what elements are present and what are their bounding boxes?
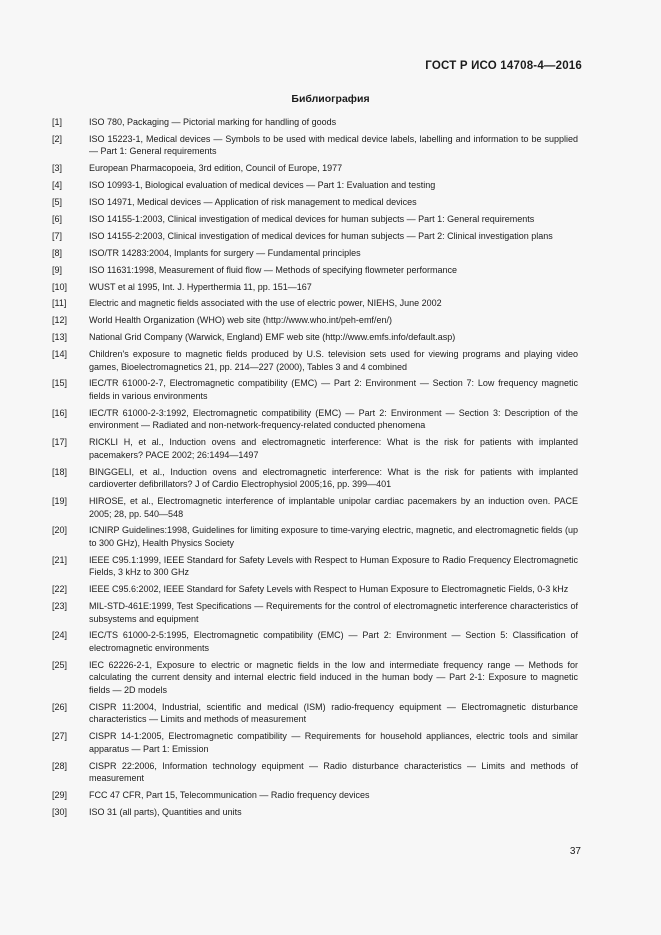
reference-number: [1] [52,117,63,127]
reference-number: [22] [52,584,68,595]
reference-number: [10] [52,281,68,292]
reference-entry [52,281,578,294]
reference-number: [16] [52,407,68,418]
reference-entry [52,162,578,175]
reference-entry [52,179,578,192]
reference-entry [52,348,578,373]
reference-text: CISPR 11:2004, Industrial, scientific and medical (ISM) radio-frequency equipment — Electromagnetic disturbance characteristics — Limits and methods of measurement [89,701,578,725]
reference-entry [52,760,578,785]
reference-text: MIL-STD-461E:1999, Test Specifications — Requirements for the control of electromagnetic interference characteristics of subsystems and equipment [89,601,578,624]
reference-text: European Pharmacopoeia, 3rd edition, Council of Europe, 1977 [89,163,343,174]
reference-text: ISO 14155-2:2003, Clinical investigation of medical devices for human subjects — Part 2: Clinical investigation plans [89,230,553,241]
reference-text: ISO 10993-1, Biological evaluation of medical devices — Part 1: Evaluation and testing [89,180,436,191]
bibliography-title: Библиография [291,93,370,105]
reference-entry [52,436,578,461]
reference-entry [52,806,578,819]
reference-entry [52,297,578,310]
reference-text: Children's exposure to magnetic fields produced by U.S. television sets used for viewing programs and playing video games, Bioelectromagnetics 21, pp. 214—227 (2000), Tables 3 and 4 combined [89,349,578,372]
reference-text: IEEE C95.6:2002, IEEE Standard for Safety Levels with Respect to Human Exposure to Electromagnetic Fields, 0-3 kHz [89,584,569,595]
reference-entry [52,230,578,243]
reference-entry [52,213,578,226]
bibliography-list [52,116,578,823]
reference-number: [24] [52,630,68,641]
reference-number: [4] [52,180,63,191]
reference-text: ISO 11631:1998, Measurement of fluid flow — Methods of specifying flowmeter performance [89,264,458,275]
reference-entry [52,133,578,158]
reference-number: [8] [52,247,63,258]
reference-number: [11] [52,298,67,309]
reference-number: [28] [52,760,68,771]
reference-text: IEC/TR 61000-2-3:1992, Electromagnetic compatibility (EMC) — Part 2: Environment — Section 3: Description of the environment — Radiated and non-network-frequency-related conducted phenomena [89,407,578,431]
reference-text: ISO/TR 14283:2004, Implants for surgery — Fundamental principles [89,247,361,258]
reference-entry [52,196,578,209]
page-number: 37 [569,846,581,857]
reference-number: [3] [52,163,63,174]
reference-number: [20] [52,525,68,536]
reference-text: ISO 14155-1:2003, Clinical investigation of medical devices for human subjects — Part 1: General requirements [89,213,535,224]
reference-text: WUST et al 1995, Int. J. Hyperthermia 11, pp. 151—167 [89,281,312,292]
reference-number: [25] [52,659,68,670]
reference-number: [2] [52,133,63,144]
reference-text: ISO 14971, Medical devices — Application of risk management to medical devices [89,197,417,208]
reference-text: World Health Organization (WHO) web site (http://www.who.int/peh-emf/en/) [89,315,392,326]
reference-entry [52,789,578,802]
reference-text: IEC/TS 61000-2-5:1995, Electromagnetic compatibility (EMC) — Part 2: Environment — Section 5: Classification of electromagnetic environments [89,630,578,653]
reference-entry [52,524,578,549]
reference-entry [52,730,578,755]
reference-text: BINGGELI, et al., Induction ovens and electromagnetic interference: What is the risk for patients with implanted cardioverter defibrillators? J of Cardio Electrophysiol 2005;16, pp. 399—401 [89,466,578,490]
reference-entry [52,600,578,625]
reference-number: [29] [52,789,68,800]
reference-text: IEC 62226-2-1, Exposure to electric or magnetic fields in the low and intermediate frequency range — Methods for calculating the current density and internal electric field induced in the human body — Part 2-1: Exposure to magnetic fields — 2D models [89,659,578,695]
reference-entry [52,554,578,579]
reference-text: FCC 47 CFR, Part 15, Telecommunication — Radio frequency devices [89,789,370,800]
reference-text: ISO 15223-1, Medical devices — Symbols to be used with medical device labels, labelling and information to be supplied — Part 1: General requirements [89,133,578,157]
reference-entry [52,583,578,596]
reference-text: ICNIRP Guidelines:1998, Guidelines for limiting exposure to time-varying electric, magnetic, and electromagnetic fields (up to 300 GHz), Health Physics Society [89,525,578,548]
reference-number: [12] [52,315,68,326]
reference-text: IEEE C95.1:1999, IEEE Standard for Safety Levels with Respect to Human Exposure to Radio Frequency Electromagnetic Fields, 3 kHz to 300 GHz [89,554,578,578]
reference-text: RICKLI H, et al., Induction ovens and electromagnetic interference: What is the risk for patients with implanted pacemakers? PACE 2002; 26:1494—1497 [89,437,578,460]
reference-number: [23] [52,601,68,612]
reference-text: CISPR 22:2006, Information technology equipment — Radio disturbance characteristics — Limits and methods of measurement [89,760,578,784]
reference-entry [52,377,578,402]
reference-entry [52,264,578,277]
reference-number: [30] [52,806,68,817]
reference-text: IEC/TR 61000-2-7, Electromagnetic compatibility (EMC) — Part 2: Environment — Section 7: Low frequency magnetic fields in various environments [89,378,578,401]
standard-designation: ГОСТ Р ИСО 14708-4—2016 [425,60,582,72]
reference-number: [14] [52,349,68,360]
reference-text: ISO 31 (all parts), Quantities and units [89,806,242,817]
reference-text: ISO 780, Packaging — Pictorial marking for handling of goods [89,117,337,127]
reference-text: HIROSE, et al., Electromagnetic interference of implantable unipolar cardiac pacemakers by an induction oven. PACE 2005; 28, pp. 540—548 [89,496,578,519]
reference-number: [13] [52,332,68,343]
reference-number: [21] [52,554,68,565]
reference-entry [52,495,578,520]
reference-entry [52,407,578,432]
reference-entry [52,331,578,344]
reference-entry [52,247,578,260]
reference-number: [9] [52,264,63,275]
reference-entry [52,116,578,129]
reference-number: [7] [52,230,63,241]
reference-entry [52,701,578,726]
reference-text: National Grid Company (Warwick, England) EMF web site (http://www.emfs.info/default.asp) [89,332,456,343]
reference-number: [19] [52,496,68,507]
reference-number: [18] [52,466,68,477]
reference-number: [15] [52,378,68,389]
reference-number: [27] [52,731,68,742]
reference-entry [52,466,578,491]
reference-number: [5] [52,197,63,208]
reference-number: [26] [52,701,68,712]
reference-entry [52,659,578,697]
reference-entry [52,314,578,327]
reference-text: Electric and magnetic fields associated with the use of electric power, NIEHS, June 2002 [89,298,442,309]
reference-number: [6] [52,213,63,224]
reference-entry [52,629,578,654]
reference-text: CISPR 14-1:2005, Electromagnetic compatibility — Requirements for household appliances, electric tools and similar apparatus — Part 1: Emission [89,731,578,754]
reference-number: [17] [52,437,68,448]
